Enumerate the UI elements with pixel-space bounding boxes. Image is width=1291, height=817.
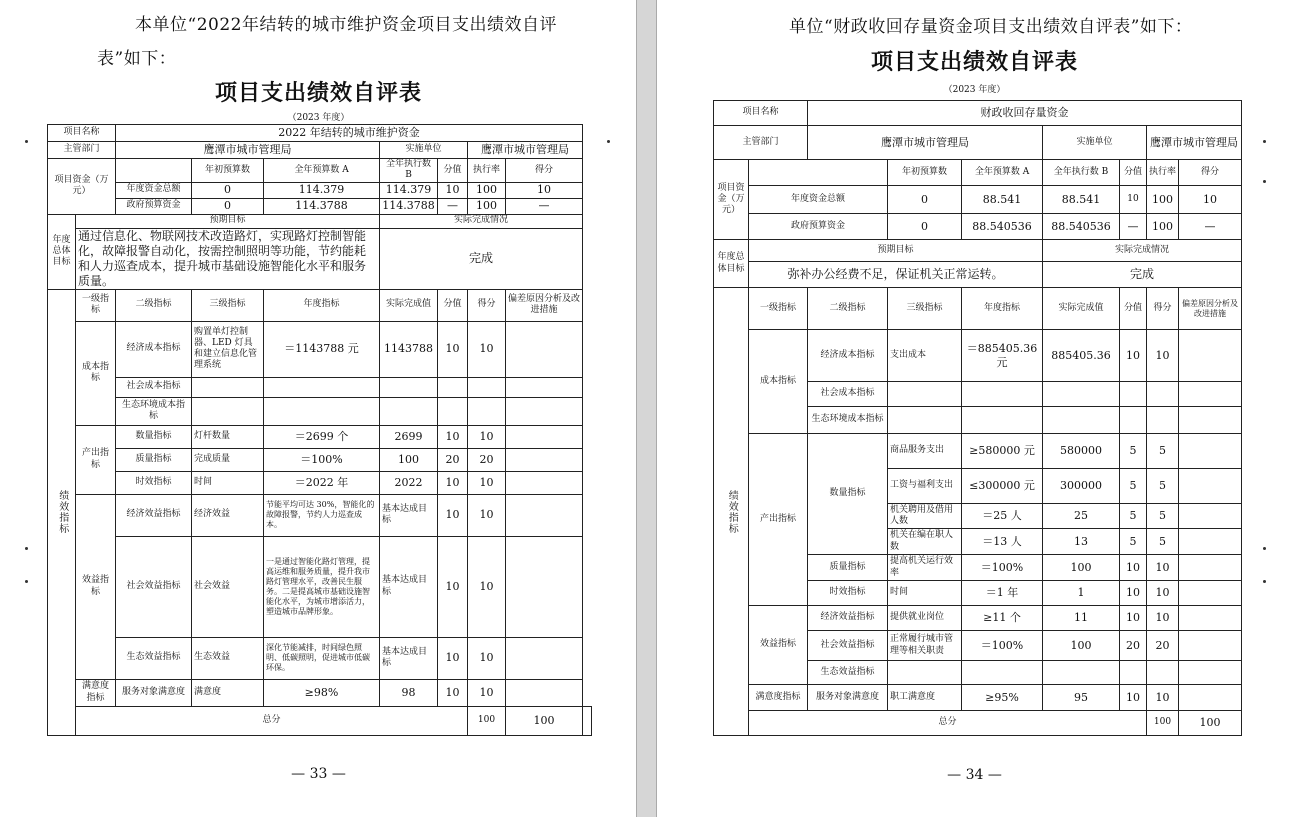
intro-text-line1: 本单位“2022年结转的城市维护资金项目支出绩效自评 (135, 15, 557, 35)
cell: 5 (1147, 469, 1179, 504)
social-benefit-l3: 社会效益 (192, 536, 264, 637)
margin-dot (1263, 547, 1266, 550)
cell: 10 (468, 679, 506, 706)
satis-actual: 98 (380, 679, 438, 706)
cell: 10 (438, 425, 468, 448)
header-annual: 年度指标 (962, 288, 1043, 330)
satis-l2: 服务对象满意度 (808, 685, 888, 711)
header-score: 得分 (1147, 288, 1179, 330)
cell: 10 (1147, 685, 1179, 711)
header-value: 分值 (438, 289, 468, 321)
cell: 0 (192, 182, 264, 198)
cell: 88.540536 (1043, 214, 1120, 240)
cell: 20 (1147, 631, 1179, 661)
header-actual: 实际完成值 (1043, 288, 1120, 330)
qty-actual: 2699 (380, 425, 438, 448)
header-l1: 一级指标 (749, 288, 808, 330)
cell: 0 (192, 198, 264, 214)
time-actual: 2022 (380, 471, 438, 494)
time-label: 时效指标 (116, 471, 192, 494)
qty3-target: ＝25 人 (962, 504, 1043, 529)
cell: 20 (1120, 631, 1147, 661)
year-label: （2023 年度） (943, 85, 1006, 95)
col-exec: 全年执行数 B (380, 159, 438, 183)
header-actual: 实际完成值 (380, 289, 438, 321)
qual-actual: 100 (380, 448, 438, 471)
qty4-actual: 13 (1043, 529, 1120, 555)
cost-label: 成本指标 (749, 330, 808, 434)
cell: — (438, 198, 468, 214)
econ-benefit-label: 经济效益指标 (808, 606, 888, 631)
econ-benefit-l3: 提供就业岗位 (888, 606, 962, 631)
perf-label: 绩效指标 (48, 289, 76, 735)
dept-label: 主管部门 (714, 126, 808, 160)
goal-label: 年度总体目标 (714, 240, 749, 288)
benefit-label: 效益指标 (749, 606, 808, 685)
cell: 100 (468, 198, 506, 214)
qty-label: 数量指标 (808, 434, 888, 555)
col-initial: 年初预算数 (888, 160, 962, 186)
cell: — (1179, 214, 1242, 240)
impl-label: 实施单位 (1043, 126, 1147, 160)
cell: 10 (1120, 555, 1147, 581)
time-l3: 时间 (888, 581, 962, 606)
qual-target: ＝100% (264, 448, 380, 471)
cell: 10 (1120, 186, 1147, 214)
document-page-34 (656, 0, 1291, 817)
cell: 114.3788 (264, 198, 380, 214)
cell: 5 (1147, 434, 1179, 469)
social-benefit-label: 社会效益指标 (808, 631, 888, 661)
cell: 10 (1179, 186, 1242, 214)
satis-l3: 满意度 (192, 679, 264, 706)
econ-cost-actual: 1143788 (380, 321, 438, 377)
cell: 100 (468, 182, 506, 198)
cell: 10 (468, 471, 506, 494)
header-l3: 三级指标 (192, 289, 264, 321)
cell: 5 (1147, 529, 1179, 555)
impl-label: 实施单位 (380, 142, 468, 159)
econ-cost-label: 经济成本指标 (116, 321, 192, 377)
satis-l2: 服务对象满意度 (116, 679, 192, 706)
margin-dot (1263, 140, 1266, 143)
cell: 10 (438, 494, 468, 536)
social-benefit-target: 一是通过智能化路灯管理，提高运维和服务质量，提升我市路灯管理水平，改善民生服务。二是提高城市基础设施智能化水平，为城市增添活力，塑造城市品牌形象。 (264, 536, 380, 637)
impl-value: 鹰潭市城市管理局 (1147, 126, 1242, 160)
header-score: 得分 (468, 289, 506, 321)
satis-label: 满意度指标 (749, 685, 808, 711)
intro-text-line2: 表”如下： (97, 49, 177, 69)
qty2-l3: 工资与福利支出 (888, 469, 962, 504)
impl-value: 鹰潭市城市管理局 (468, 142, 583, 159)
expected-text: 通过信息化、物联网技术改造路灯，实现路灯控制智能化，故障报警自动化，按需控制照明等功能，节约能耗和人力巡查成本，提升城市基础设施智能化水平和服务质量。 (76, 228, 380, 289)
page-title: 项目支出绩效自评表 (870, 50, 1078, 75)
econ-cost-label: 经济成本指标 (808, 330, 888, 382)
cell: 20 (438, 448, 468, 471)
cell: 10 (438, 679, 468, 706)
qty3-actual: 25 (1043, 504, 1120, 529)
row-total-label: 年度资金总额 (116, 182, 192, 198)
cell: 114.3788 (380, 198, 438, 214)
year-label: （2023 年度） (287, 113, 350, 123)
time-actual: 1 (1043, 581, 1120, 606)
social-benefit-actual: 基本达成目标 (380, 536, 438, 637)
qty3-l3: 机关聘用及借用人数 (888, 504, 962, 529)
margin-dot (25, 580, 28, 583)
page-title: 项目支出绩效自评表 (214, 81, 422, 106)
qual-actual: 100 (1043, 555, 1120, 581)
col-score-value: 分值 (1120, 160, 1147, 186)
satis-actual: 95 (1043, 685, 1120, 711)
header-deviation: 偏差原因分析及改进措施 (506, 289, 583, 321)
header-l2: 二级指标 (116, 289, 192, 321)
row-total-label: 年度资金总额 (749, 186, 888, 214)
header-l2: 二级指标 (808, 288, 888, 330)
project-name-label: 项目名称 (714, 101, 808, 126)
cell: 88.541 (1043, 186, 1120, 214)
performance-table (47, 124, 592, 736)
eco-benefit-label: 生态效益指标 (116, 637, 192, 679)
cell: 10 (468, 637, 506, 679)
econ-benefit-l3: 经济效益 (192, 494, 264, 536)
econ-cost-actual: 885405.36 (1043, 330, 1120, 382)
perf-label: 绩效指标 (714, 288, 749, 736)
header-value: 分值 (1120, 288, 1147, 330)
cell: 10 (1120, 581, 1147, 606)
qty4-l3: 机关在编在职人数 (888, 529, 962, 555)
document-page-33 (0, 0, 637, 817)
col-budget: 全年预算数 A (264, 159, 380, 183)
header-deviation: 偏差原因分析及改进措施 (1179, 288, 1242, 330)
time-l3: 时间 (192, 471, 264, 494)
econ-benefit-target: 节能平均可达 30%，智能化的故障报警，节约人力巡查成本。 (264, 494, 380, 536)
social-cost-label: 社会成本指标 (116, 377, 192, 397)
cell: 10 (506, 182, 583, 198)
satis-target: ≥95% (962, 685, 1043, 711)
row-gov-label: 政府预算资金 (749, 214, 888, 240)
cell: 10 (1147, 330, 1179, 382)
col-rate: 执行率 (468, 159, 506, 183)
cell: 10 (1147, 606, 1179, 631)
margin-dot (25, 547, 28, 550)
funds-label: 项目资金（万元） (48, 159, 116, 215)
qual-l3: 提高机关运行效率 (888, 555, 962, 581)
eco-cost-label: 生态环境成本指标 (116, 397, 192, 425)
col-score: 得分 (506, 159, 583, 183)
margin-dot (25, 140, 28, 143)
cell: 10 (1147, 555, 1179, 581)
cell: 100 (1147, 214, 1179, 240)
cell: 5 (1120, 504, 1147, 529)
cell: 114.379 (380, 182, 438, 198)
time-target: ＝1 年 (962, 581, 1043, 606)
col-budget: 全年预算数 A (962, 160, 1043, 186)
page-number: — 34 — (947, 767, 1002, 783)
cell: 10 (468, 494, 506, 536)
cell: 114.379 (264, 182, 380, 198)
qual-label: 质量指标 (116, 448, 192, 471)
dept-label: 主管部门 (48, 142, 116, 159)
cell: 10 (468, 425, 506, 448)
benefit-label: 效益指标 (76, 494, 116, 679)
time-label: 时效指标 (808, 581, 888, 606)
satis-l3: 职工满意度 (888, 685, 962, 711)
cell: 5 (1147, 504, 1179, 529)
actual-label: 实际完成情况 (1043, 240, 1242, 262)
output-label: 产出指标 (76, 425, 116, 494)
col-exec: 全年执行数 B (1043, 160, 1120, 186)
cell: 10 (438, 471, 468, 494)
col-score: 得分 (1179, 160, 1242, 186)
cell: 0 (888, 214, 962, 240)
cell: 100 (1147, 186, 1179, 214)
project-name-label: 项目名称 (48, 125, 116, 142)
cell: — (1120, 214, 1147, 240)
margin-dot (607, 140, 610, 143)
cell: — (506, 198, 583, 214)
eco-benefit-target: 深化节能减排，时间绿色照明、低碳照明，促进城市低碳环保。 (264, 637, 380, 679)
margin-dot (1263, 180, 1266, 183)
cell: 88.540536 (962, 214, 1043, 240)
eco-benefit-actual: 基本达成目标 (380, 637, 438, 679)
actual-label: 实际完成情况 (380, 214, 583, 228)
qual-target: ＝100% (962, 555, 1043, 581)
social-benefit-label: 社会效益指标 (116, 536, 192, 637)
cell: 10 (1120, 606, 1147, 631)
social-cost-label: 社会成本指标 (808, 382, 888, 407)
cell: 10 (438, 637, 468, 679)
header-annual: 年度指标 (264, 289, 380, 321)
actual-text: 完成 (380, 228, 583, 289)
qty2-actual: 300000 (1043, 469, 1120, 504)
col-initial: 年初预算数 (192, 159, 264, 183)
header-l3: 三级指标 (888, 288, 962, 330)
econ-cost-target: ＝1143788 元 (264, 321, 380, 377)
econ-cost-target: ＝885405.36 元 (962, 330, 1043, 382)
actual-text: 完成 (1043, 262, 1242, 288)
page-number: — 33 — (291, 766, 346, 782)
econ-benefit-label: 经济效益指标 (116, 494, 192, 536)
cell: 10 (1120, 685, 1147, 711)
cell: 10 (468, 536, 506, 637)
social-benefit-l3: 正常履行城市管理等相关职责 (888, 631, 962, 661)
row-gov-label: 政府预算资金 (116, 198, 192, 214)
cell: 10 (438, 182, 468, 198)
cell: 10 (438, 321, 468, 377)
intro-text-line1: 单位“财政收回存量资金项目支出绩效自评表”如下： (789, 17, 1193, 37)
eco-benefit-l3: 生态效益 (192, 637, 264, 679)
dept-value: 鹰潭市城市管理局 (116, 142, 380, 159)
project-name-value: 2022 年结转的城市维护资金 (116, 125, 583, 142)
total-label: 总分 (76, 706, 468, 735)
satis-label: 满意度指标 (76, 679, 116, 706)
dept-value: 鹰潭市城市管理局 (808, 126, 1043, 160)
expected-label: 预期目标 (76, 214, 380, 228)
funds-label: 项目资金（万元） (714, 160, 749, 240)
qty1-actual: 580000 (1043, 434, 1120, 469)
qty2-target: ≤300000 元 (962, 469, 1043, 504)
cell: 10 (468, 321, 506, 377)
performance-table (713, 100, 1242, 736)
satis-target: ≥98% (264, 679, 380, 706)
project-name-value: 财政收回存量资金 (808, 101, 1242, 126)
header-l1: 一级指标 (76, 289, 116, 321)
eco-benefit-label: 生态效益指标 (808, 661, 888, 685)
cell: 20 (468, 448, 506, 471)
col-score-value: 分值 (438, 159, 468, 183)
qty4-target: ＝13 人 (962, 529, 1043, 555)
qty-label: 数量指标 (116, 425, 192, 448)
econ-cost-l3: 购置单灯控制器、LED 灯具和建立信息化管理系统 (192, 321, 264, 377)
goal-label: 年度总体目标 (48, 214, 76, 289)
output-label: 产出指标 (749, 434, 808, 606)
total-score: 100 (506, 706, 583, 735)
margin-dot (1263, 580, 1266, 583)
qty-target: ＝2699 个 (264, 425, 380, 448)
qty1-l3: 商品服务支出 (888, 434, 962, 469)
cell: 10 (1120, 330, 1147, 382)
econ-benefit-target: ≥11 个 (962, 606, 1043, 631)
econ-benefit-actual: 基本达成目标 (380, 494, 438, 536)
qual-label: 质量指标 (808, 555, 888, 581)
cell: 5 (1120, 469, 1147, 504)
time-target: ＝2022 年 (264, 471, 380, 494)
cost-label: 成本指标 (76, 321, 116, 425)
cell: 10 (438, 536, 468, 637)
cell: 5 (1120, 434, 1147, 469)
cell: 10 (1147, 581, 1179, 606)
total-label: 总分 (749, 711, 1147, 736)
econ-benefit-actual: 11 (1043, 606, 1120, 631)
cell: 0 (888, 186, 962, 214)
cell: 88.541 (962, 186, 1043, 214)
econ-cost-l3: 支出成本 (888, 330, 962, 382)
expected-label: 预期目标 (749, 240, 1043, 262)
social-benefit-target: ＝100% (962, 631, 1043, 661)
expected-text: 弥补办公经费不足，保证机关正常运转。 (749, 262, 1043, 288)
eco-cost-label: 生态环境成本指标 (808, 407, 888, 434)
col-rate: 执行率 (1147, 160, 1179, 186)
qty1-target: ≥580000 元 (962, 434, 1043, 469)
total-score: 100 (1179, 711, 1242, 736)
social-benefit-actual: 100 (1043, 631, 1120, 661)
total-value: 100 (468, 706, 506, 735)
qual-l3: 完成质量 (192, 448, 264, 471)
cell: 5 (1120, 529, 1147, 555)
total-value: 100 (1147, 711, 1179, 736)
qty-l3: 灯杆数量 (192, 425, 264, 448)
